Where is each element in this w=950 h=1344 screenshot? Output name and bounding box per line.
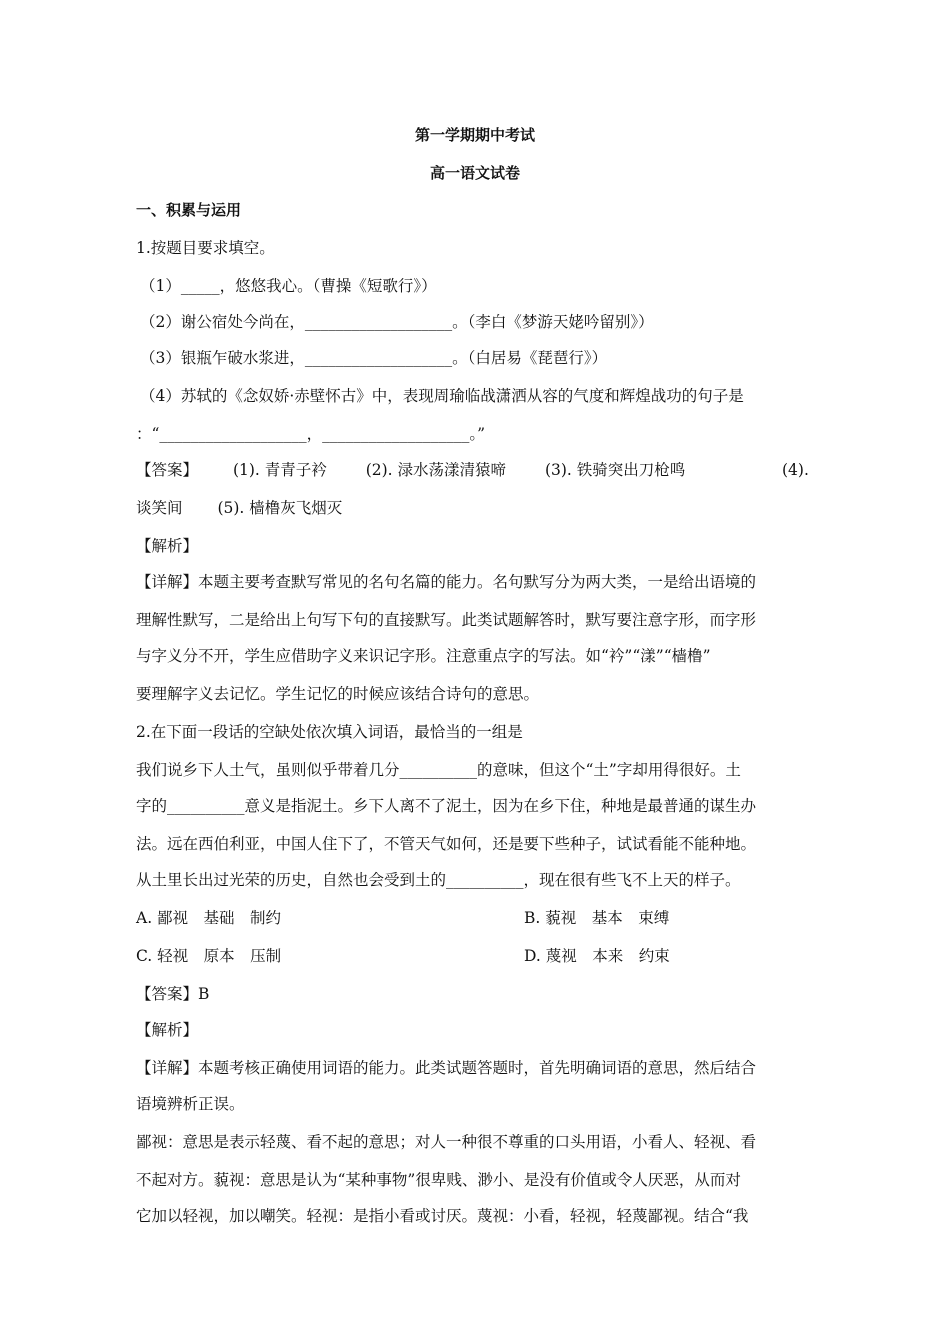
option-b: B. 藐视 基本 束缚 (524, 909, 670, 927)
question-1-detail: 理解性默写，二是给出上句写下句的直接默写。此类试题解答时，默写要注意字形，而字形 (136, 611, 757, 629)
option-d: D. 蔑视 本来 约束 (524, 947, 670, 965)
question-2-detail: 它加以轻视，加以嘲笑。轻视：是指小看或讨厌。蔑视：小看，轻视，轻蔑鄙视。结合“我 (136, 1207, 749, 1225)
answer-item: (1). 青青子衿 (232, 461, 327, 479)
question-2-detail: 【详解】本题考核正确使用词语的能力。此类试题答题时，首先明确词语的意思，然后结合 (136, 1059, 757, 1077)
exam-subtitle: 高一语文试卷 (429, 164, 520, 182)
question-1-sub-4: （4）苏轼的《念奴娇·赤壁怀古》中，表现周瑜临战潇洒从容的气度和辉煌战功的句子是 (140, 387, 744, 405)
option-a: A. 鄙视 基础 制约 (136, 909, 282, 927)
answer-item: (2). 渌水荡漾清猿啼 (365, 461, 507, 479)
answer-item: (5). 樯橹灰飞烟灭 (217, 499, 343, 517)
answer-item: (4). (782, 461, 809, 479)
answer-label: 【答案】 (136, 461, 199, 479)
option-c: C. 轻视 原本 压制 (136, 947, 282, 965)
question-1-answer-cont (136, 498, 816, 518)
question-1-sub-1: （1）_____，悠悠我心。（曹操《短歌行》） (140, 277, 437, 295)
question-1-sub-2: （2）谢公宿处今尚在，___________________。（李白《梦游天姥吟留别》） (140, 313, 654, 331)
question-2-detail: 不起对方。藐视：意思是认为“某种事物”很卑贱、渺小、是没有价值或令人厌恶，从而对 (136, 1171, 741, 1189)
question-2-passage: 法。远在西伯利亚，中国人住下了，不管天气如何，还是要下些种子，试试看能不能种地。 (136, 835, 757, 853)
question-1-stem: 1.按题目要求填空。 (136, 239, 275, 257)
question-2-answer: 【答案】B (136, 985, 210, 1003)
question-1-detail: 【详解】本题主要考查默写常见的名句名篇的能力。名句默写分为两大类，一是给出语境的 (136, 573, 757, 591)
question-1-answer (136, 460, 816, 480)
question-1-detail: 与字义分不开，学生应借助字义来识记字形。注意重点字的写法。如“衿”“漾”“樯橹” (136, 647, 711, 665)
question-2-stem: 2.在下面一段话的空缺处依次填入词语，最恰当的一组是 (136, 723, 523, 741)
question-2-analysis-label: 【解析】 (136, 1021, 199, 1039)
question-2-passage: 字的__________意义是指泥土。乡下人离不了泥土，因为在乡下住，种地是最普通的谋生办 (136, 797, 757, 815)
question-1-sub-4-blanks: ：“___________________，___________________。” (136, 425, 486, 443)
question-2-detail: 语境辨析正误。 (136, 1095, 245, 1113)
answer-item: 谈笑间 (136, 499, 183, 517)
question-1-analysis-label: 【解析】 (136, 537, 199, 555)
section-heading: 一、积累与运用 (136, 201, 242, 219)
question-1-detail: 要理解字义去记忆。学生记忆的时候应该结合诗句的意思。 (136, 685, 540, 703)
question-1-sub-3: （3）银瓶乍破水浆进，___________________。（白居易《琵琶行》） (140, 349, 608, 367)
question-2-passage: 从土里长出过光荣的历史，自然也会受到土的__________，现在很有些飞不上天的样子。 (136, 871, 741, 889)
question-2-passage: 我们说乡下人土气，虽则似乎带着几分__________的意味，但这个“土”字却用得很好。土 (136, 761, 741, 779)
question-2-detail: 鄙视：意思是表示轻蔑、看不起的意思；对人一种很不尊重的口头用语，小看人、轻视、看 (136, 1133, 757, 1151)
exam-title: 第一学期期中考试 (414, 126, 535, 144)
answer-item: (3). 铁骑突出刀枪鸣 (544, 461, 686, 479)
